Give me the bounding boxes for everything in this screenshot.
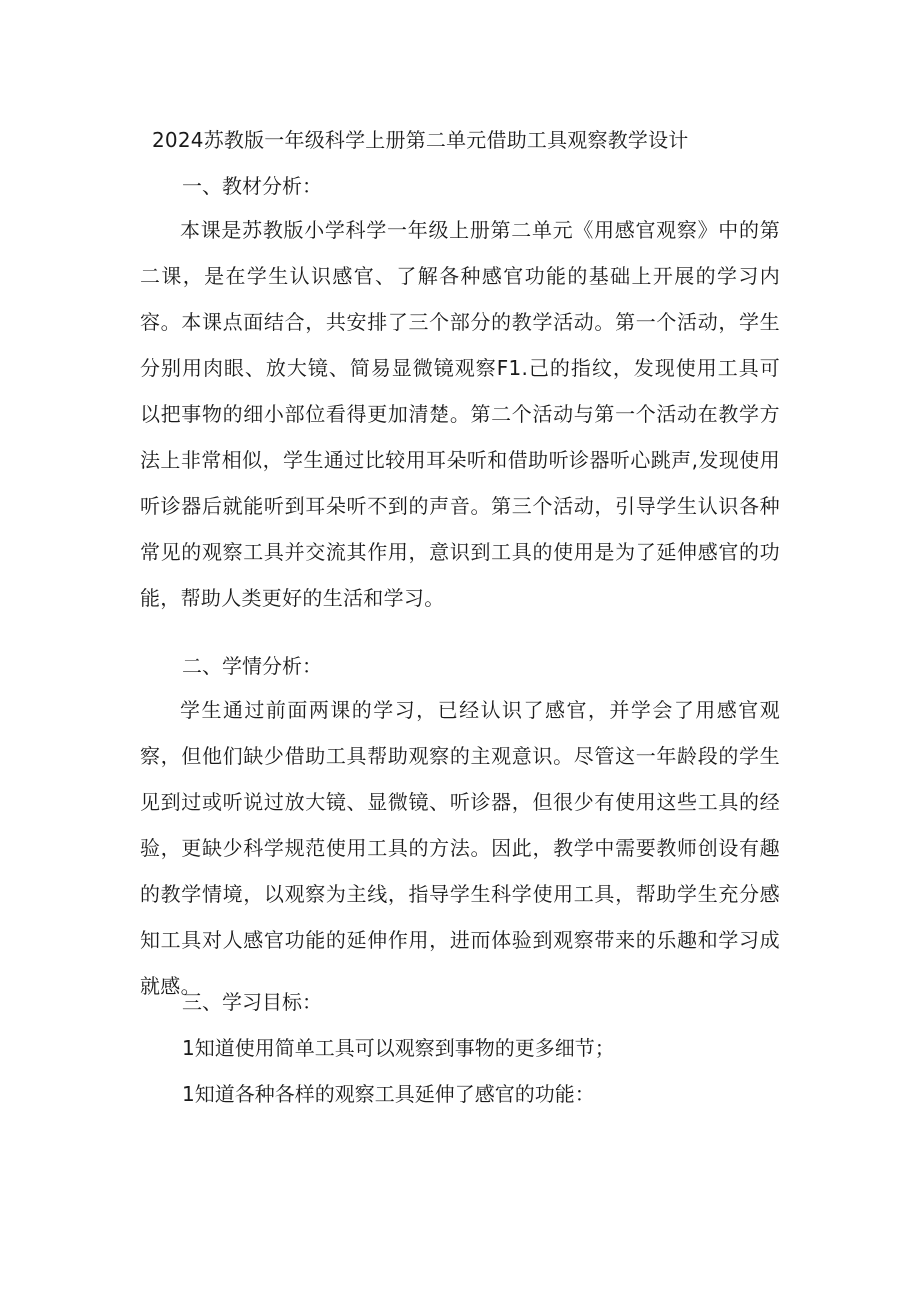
section-heading-learning-goals: 三、学习目标： — [182, 990, 322, 1014]
learning-goal-item: 1知道各种各样的观察工具延伸了感官的功能： — [182, 1082, 595, 1106]
paragraph-student-analysis: 学生通过前面两课的学习，已经认识了感官，并学会了用感官观察，但他们缺少借助工具帮助观察的主观意识。尽管这一年龄段的学生见到过或听说过放大镜、显微镜、听诊器，但很少有使用这些工具的经验，更缺少科学规范使用工具的方法。因此，教学中需要教师创设有趣的教学情境，以观察为主线，指导学生科学使用工具，帮助学生充分感知工具对人感官功能的延伸作用，进而体验到观察带来的乐趣和学习成就感。 — [140, 698, 780, 998]
paragraph-textbook-analysis: 本课是苏教版小学科学一年级上册第二单元《用感官观察》中的第二课，是在学生认识感官、了解各种感官功能的基础上开展的学习内容。本课点面结合，共安排了三个部分的教学活动。第一个活动，学生分别用肉眼、放大镜、简易显微镜观察F1.己的指纹，发现使用工具可以把事物的细小部位看得更加清楚。第二个活动与第一个活动在教学方法上非常相似，学生通过比较用耳朵听和借助听诊器听心跳声,发现使用听诊器后就能听到耳朵听不到的声音。第三个活动，引导学生认识各种常见的观察工具并交流其作用，意识到工具的使用是为了延伸感官的功能，帮助人类更好的生活和学习。 — [140, 218, 780, 610]
learning-goal-item: 1知道使用简单工具可以观察到事物的更多细节； — [182, 1036, 615, 1060]
section-heading-student-analysis: 二、学情分析： — [182, 654, 322, 678]
document-title: 2024苏教版一年级科学上册第二单元借助工具观察教学设计 — [152, 128, 689, 152]
section-heading-textbook-analysis: 一、教材分析： — [182, 174, 322, 198]
